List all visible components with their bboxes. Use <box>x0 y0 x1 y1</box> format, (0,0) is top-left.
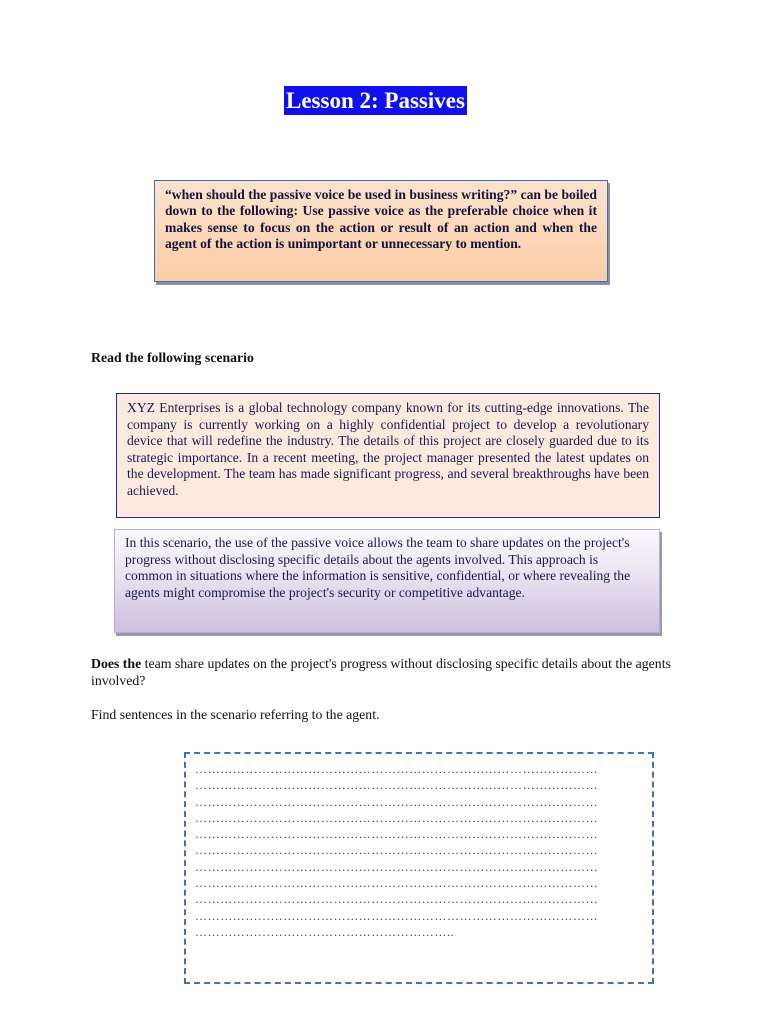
explanation-box: In this scenario, the use of the passive voice allows the team to share updates on the project's progress without disclosing specific details about the agents involved. This approach is common in situations where the information is sensitive, confidential, or where revealing the agents might compromise the project's security or competitive advantage. <box>114 529 660 633</box>
answer-line[interactable]: …………………………………………………….. <box>195 924 455 939</box>
answer-line[interactable]: …………………………………………………………………………………… <box>195 892 599 907</box>
answer-box[interactable] <box>184 752 654 984</box>
question-text <box>91 655 711 689</box>
answer-line[interactable]: …………………………………………………………………………………… <box>195 762 599 776</box>
lesson-title: Lesson 2: Passives <box>286 88 465 113</box>
answer-line[interactable]: …………………………………………………………………………………… <box>195 908 599 923</box>
answer-line[interactable]: …………………………………………………………………………………… <box>195 827 599 842</box>
answer-line[interactable]: …………………………………………………………………………………… <box>195 859 599 874</box>
task-instruction: Find sentences in the scenario referring to the agent. <box>91 707 380 722</box>
answer-line[interactable]: …………………………………………………………………………………… <box>195 810 599 825</box>
question-lead: Does the <box>91 656 142 671</box>
question-rest: team share updates on the project's progress without disclosing specific details about the agents involved? <box>91 656 671 688</box>
scenario-box: XYZ Enterprises is a global technology company known for its cutting-edge innovations. The company is currently working on a highly confidential project to develop a revolutionary device that will redefine the industry. The details of this project are closely guarded due to its strategic importance. In a recent meeting, the project manager presented the latest updates on the development. The team has made significant progress, and several breakthroughs have been achieved. <box>116 393 660 518</box>
scenario-heading: Read the following scenario <box>91 350 254 365</box>
answer-line[interactable]: …………………………………………………………………………………… <box>195 843 599 858</box>
quote-box: “when should the passive voice be used in business writing?” can be boiled down to the following: Use passive voice as the preferable choice when it makes sense to focus on the action or result of an action and when the agent of the action is unimportant or unnecessary to mention. <box>154 180 608 282</box>
answer-line[interactable]: …………………………………………………………………………………… <box>195 778 599 793</box>
answer-line[interactable]: …………………………………………………………………………………… <box>195 876 599 891</box>
answer-line[interactable]: …………………………………………………………………………………… <box>195 794 599 809</box>
